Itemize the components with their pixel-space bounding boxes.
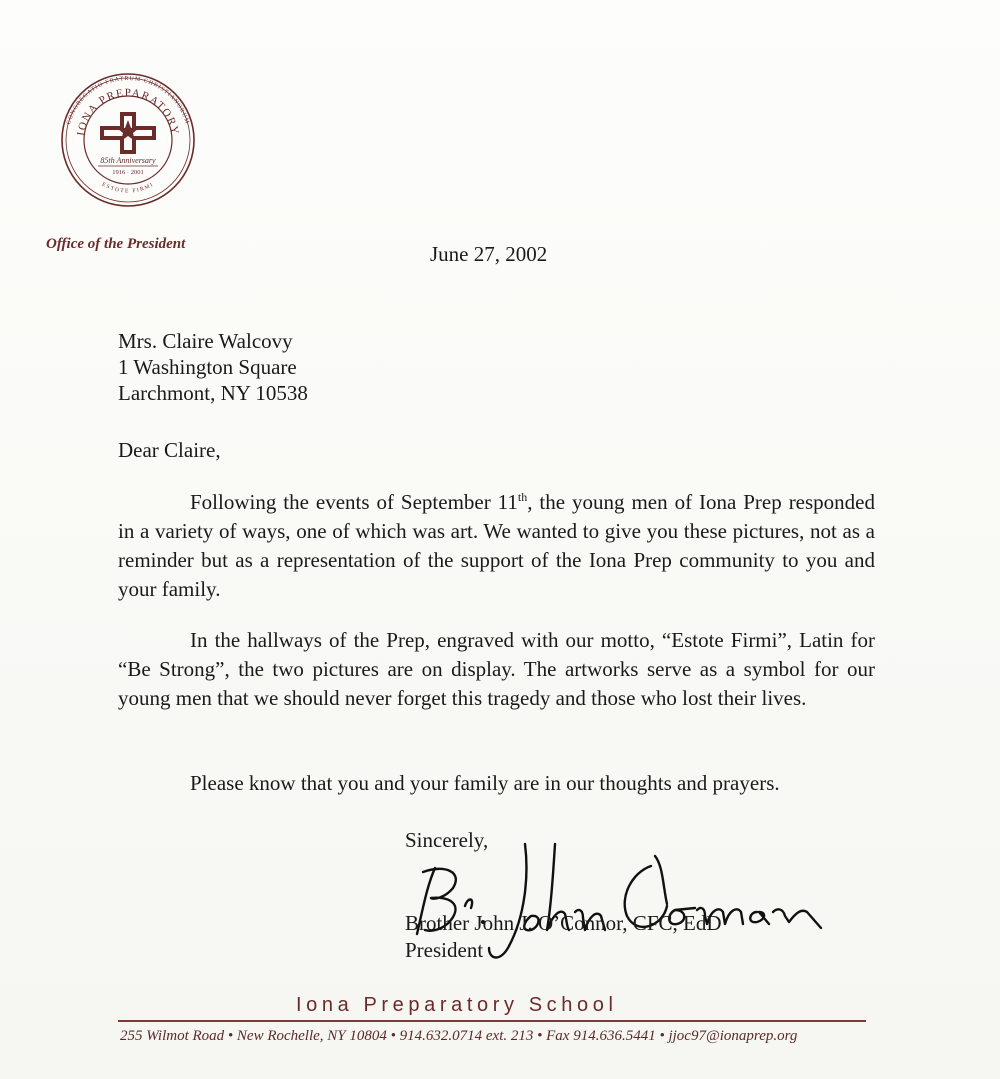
recipient-street: 1 Washington Square [118,355,297,379]
seal-anniversary: 85th Anniversary [100,156,156,165]
footer-contact-line: 255 Wilmot Road • New Rochelle, NY 10804 • 914.632.0714 ext. 213 • Fax 914.636.5441 • jjoc97@ionaprep.org [120,1028,798,1044]
paragraph-1-rest: , the young men of Iona Prep responded in a variety of ways, one of which was art. We wanted to give you these pictures, not as a reminder but as a representation of the support of the Iona Prep community to you and your family. [118,490,876,601]
letter-date: June 27, 2002 [430,242,548,266]
seal-motto: ESTOTE FIRMI [100,181,156,195]
paragraph-1-start: Following the events of September 11 [190,490,518,514]
recipient-city: Larchmont, NY 10538 [118,381,308,405]
recipient-name: Mrs. Claire Walcovy [118,329,293,353]
footer-divider [118,1020,866,1022]
seal-outer-right: CHRISTIANORUM [142,78,190,126]
closing: Sincerely, [405,828,489,852]
signer-title: President [405,938,484,962]
seal-years: 1916 · 2001 [112,169,144,176]
seal-outer-left: CONGREGATIO [66,81,105,126]
signer-name: Brother John J. O’Connor, CFC, EdD [405,911,722,935]
school-seal-logo [58,70,198,210]
seal-name: IONA PREPARATORY [75,86,181,137]
body-paragraph-1 [118,488,875,604]
salutation: Dear Claire, [118,438,221,462]
body-paragraph-2: In the hallways of the Prep, engraved with our motto, “Estote Firmi”, Latin for “Be Strong”, the two pictures are on display. The artworks serve as a symbol for our young men that we should never forget this tragedy and those who lost their lives. [118,628,875,710]
body-paragraph-3: Please know that you and your family are in our thoughts and prayers. [190,771,780,795]
recipient-address [118,328,308,406]
seal-outer-top: FRATRUM [104,75,142,86]
ordinal-superscript: th [517,490,528,504]
footer-school-name: Iona Preparatory School [296,994,618,1016]
office-of-president-label: Office of the President [46,236,186,252]
